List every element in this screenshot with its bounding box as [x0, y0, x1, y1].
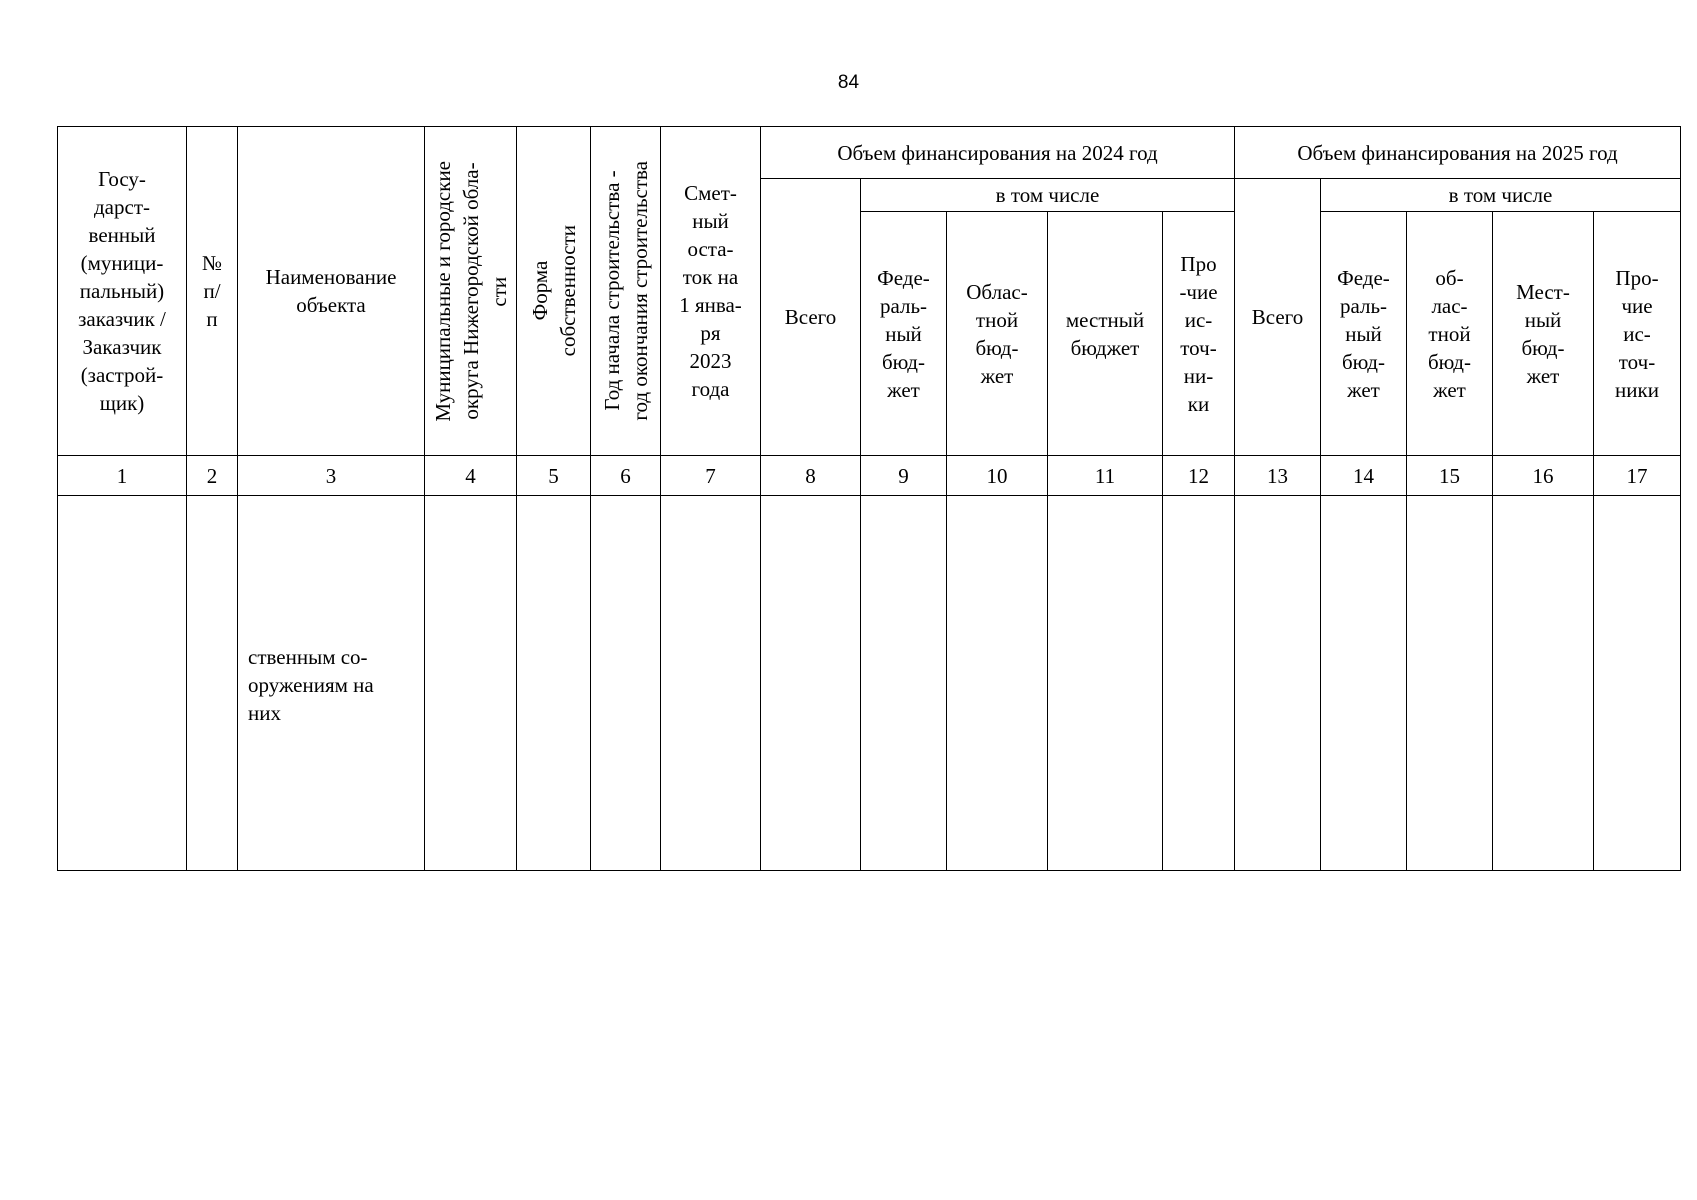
table-cell	[1048, 496, 1163, 871]
column-number: 2	[187, 456, 238, 496]
header-customer: Госу- дарст- венный (муници- пальный) заказчик / Заказчик (застрой- щик)	[58, 127, 187, 456]
financing-table	[57, 126, 1681, 871]
table-cell	[1321, 496, 1407, 871]
table-cell	[1163, 496, 1235, 871]
table-cell	[58, 496, 187, 871]
column-number: 15	[1407, 456, 1493, 496]
header-other-2025: Про- чие ис- точ- ники	[1594, 212, 1681, 456]
table-cell	[425, 496, 517, 871]
column-number: 4	[425, 456, 517, 496]
header-federal-2024: Феде- раль- ный бюд- жет	[861, 212, 947, 456]
column-number: 7	[661, 456, 761, 496]
table-cell	[591, 496, 661, 871]
header-index: № п/ п	[187, 127, 238, 456]
column-number: 8	[761, 456, 861, 496]
column-number: 9	[861, 456, 947, 496]
header-regional-2024: Облас- тной бюд- жет	[947, 212, 1048, 456]
column-number: 11	[1048, 456, 1163, 496]
header-object-name: Наименование объекта	[238, 127, 425, 456]
column-number: 6	[591, 456, 661, 496]
header-municipal-districts: Муниципальные и городские округа Нижегородской обла- сти	[425, 127, 517, 456]
table-cell	[517, 496, 591, 871]
header-total-2024: Всего	[761, 179, 861, 456]
header-estimated-balance: Смет- ный оста- ток на 1 янва- ря 2023 года	[661, 127, 761, 456]
table-cell	[187, 496, 238, 871]
column-number: 5	[517, 456, 591, 496]
header-ownership-form: Форма собственности	[517, 127, 591, 456]
table-cell	[1235, 496, 1321, 871]
column-number: 16	[1493, 456, 1594, 496]
header-row-1	[58, 127, 1681, 179]
column-number-row	[58, 456, 1681, 496]
header-financing-2024: Объем финансирования на 2024 год	[761, 127, 1235, 179]
header-local-2024: местный бюджет	[1048, 212, 1163, 456]
table-cell	[1594, 496, 1681, 871]
table-cell	[761, 496, 861, 871]
header-including-2025: в том числе	[1321, 179, 1681, 212]
table-cell	[861, 496, 947, 871]
column-number: 1	[58, 456, 187, 496]
column-number: 3	[238, 456, 425, 496]
table-cell-object-name: ственным со- оружениям на них	[238, 496, 425, 871]
header-local-2025: Мест- ный бюд- жет	[1493, 212, 1594, 456]
table-cell	[1407, 496, 1493, 871]
table-cell	[661, 496, 761, 871]
header-construction-years: Год начала строительства - год окончания строительства	[591, 127, 661, 456]
header-other-2024: Про -чие ис- точ- ни- ки	[1163, 212, 1235, 456]
page-number: 84	[837, 72, 860, 93]
table-cell	[947, 496, 1048, 871]
header-total-2025: Всего	[1235, 179, 1321, 456]
column-number: 13	[1235, 456, 1321, 496]
header-federal-2025: Феде- раль- ный бюд- жет	[1321, 212, 1407, 456]
header-including-2024: в том числе	[861, 179, 1235, 212]
column-number: 14	[1321, 456, 1407, 496]
table-row	[58, 496, 1681, 871]
column-number: 17	[1594, 456, 1681, 496]
header-financing-2025: Объем финансирования на 2025 год	[1235, 127, 1681, 179]
column-number: 12	[1163, 456, 1235, 496]
header-regional-2025: об- лас- тной бюд- жет	[1407, 212, 1493, 456]
column-number: 10	[947, 456, 1048, 496]
table-cell	[1493, 496, 1594, 871]
